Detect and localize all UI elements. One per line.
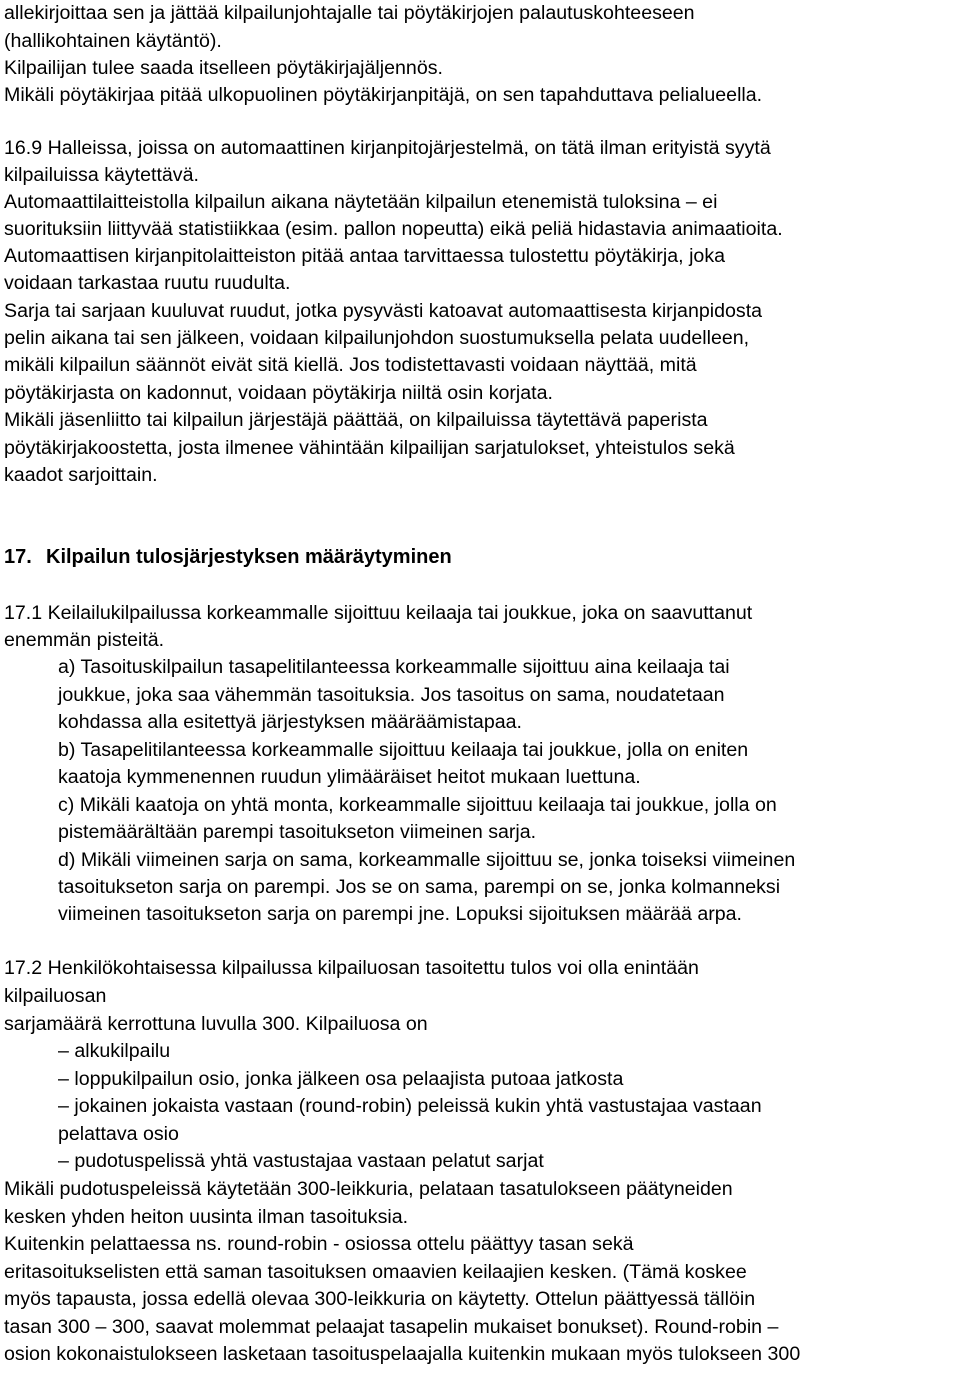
text-line: pöytäkirjasta on kadonnut, voidaan pöytäkirja niiltä osin korjata. [4,382,553,404]
indented-text-line: d) Mikäli viimeinen sarja on sama, korkeammalle sijoittuu se, jonka toiseksi viimeinen [58,849,796,871]
section-17-heading [4,544,452,570]
text-line: mikäli kilpailun säännöt eivät sitä kiellä. Jos todistettavasti voidaan näyttää, mitä [4,354,697,376]
indented-text-line: – alkukilpailu [58,1040,171,1062]
text-line: Mikäli pöytäkirjaa pitää ulkopuolinen pöytäkirjanpitäjä, on sen tapahduttava pelialueella. [4,84,763,106]
text-line: kaadot sarjoittain. [4,464,158,486]
indented-text-line: a) Tasoituskilpailun tasapelitilanteessa korkeammalle sijoittuu aina keilaaja tai [58,656,730,678]
indented-text-line: tasoitukseton sarja on parempi. Jos se on sama, parempi on se, jonka kolmanneksi [58,876,781,898]
indented-text-line: – pudotuspelissä yhtä vastustajaa vastaan pelatut sarjat [58,1150,544,1172]
section-number: 17. [4,546,32,568]
text-line: 17.2 Henkilökohtaisessa kilpailussa kilpailuosan tasoitettu tulos voi olla enintään [4,957,699,979]
text-line: Kilpailijan tulee saada itselleen pöytäkirjajäljennös. [4,57,443,79]
text-line: Mikäli jäsenliitto tai kilpailun järjestäjä päättää, on kilpailuissa täytettävä paperista [4,409,708,431]
indented-text-line: pelattava osio [58,1123,179,1145]
text-line: osion kokonaistulokseen lasketaan tasoituspelaajalla kuitenkin mukaan myös tulokseen 300 [4,1343,801,1365]
text-line: Automaattilaitteistolla kilpailun aikana näytetään kilpailun etenemistä tuloksina – ei [4,191,718,213]
text-line: eritasoitukselisten että saman tasoituksen omaavien keilaajien kesken. (Tämä koskee [4,1261,747,1283]
indented-text-line: joukkue, joka saa vähemmän tasoituksia. Jos tasoitus on sama, noudatetaan [58,684,725,706]
text-line: 17.1 Keilailukilpailussa korkeammalle sijoittuu keilaaja tai joukkue, joka on saavuttanut [4,602,753,624]
indented-text-line: c) Mikäli kaatoja on yhtä monta, korkeammalle sijoittuu keilaaja tai joukkue, jolla on [58,794,777,816]
indented-text-line: viimeinen tasoitukseton sarja on parempi jne. Lopuksi sijoituksen määrää arpa. [58,903,742,925]
text-line: Mikäli pudotuspeleissä käytetään 300-leikkuria, pelataan tasatulokseen päätyneiden [4,1178,733,1200]
text-line: allekirjoittaa sen ja jättää kilpailunjohtajalle tai pöytäkirjojen palautuskohteeseen [4,2,695,24]
text-line: suorituksiin liittyvää statistiikkaa (esim. pallon nopeutta) eikä peliä hidastavia animaatioita. [4,218,783,240]
text-line: tasan 300 – 300, saavat molemmat pelaajat tasapelin mukaiset bonukset). Round-robin – [4,1316,779,1338]
text-line: Sarja tai sarjaan kuuluvat ruudut, jotka pysyvästi katoavat automaattisesta kirjanpidosta [4,300,763,322]
text-line: voidaan tarkastaa ruutu ruudulta. [4,272,291,294]
text-line: Automaattisen kirjanpitolaitteiston pitää antaa tarvittaessa tulostettu pöytäkirja, joka [4,245,726,267]
indented-text-line: kaatoja kymmenennen ruudun ylimääräiset heitot mukaan luettuna. [58,766,641,788]
text-line: pelin aikana tai sen jälkeen, voidaan kilpailunjohdon suostumuksella pelata uudelleen, [4,327,750,349]
text-line: kesken yhden heiton uusinta ilman tasoituksia. [4,1206,409,1228]
indented-text-line: – jokainen jokaista vastaan (round-robin) peleissä kukin yhtä vastustajaa vastaan [58,1095,762,1117]
indented-text-line: – loppukilpailun osio, jonka jälkeen osa pelaajista putoaa jatkosta [58,1068,624,1090]
text-line: enemmän pisteitä. [4,629,165,651]
indented-text-line: pistemäärältään parempi tasoitukseton viimeinen sarja. [58,821,537,843]
text-line: sarjamäärä kerrottuna luvulla 300. Kilpailuosa on [4,1013,428,1035]
indented-text-line: kohdassa alla esitettyä järjestyksen määräämistapaa. [58,711,522,733]
text-line: kilpailuosan [4,985,107,1007]
text-line: pöytäkirjakoostetta, josta ilmenee vähintään kilpailijan sarjatulokset, yhteistulos sekä [4,437,735,459]
text-line: 16.9 Halleissa, joissa on automaattinen kirjanpitojärjestelmä, on tätä ilman erityistä syytä [4,137,771,159]
indented-text-line: b) Tasapelitilanteessa korkeammalle sijoittuu keilaaja tai joukkue, jolla on eniten [58,739,749,761]
text-line: Kuitenkin pelattaessa ns. round-robin - osiossa ottelu päättyy tasan sekä [4,1233,634,1255]
text-line: kilpailuissa käytettävä. [4,164,199,186]
text-line: (hallikohtainen käytäntö). [4,30,222,52]
section-title: Kilpailun tulosjärjestyksen määräytyminen [46,546,452,568]
text-line: myös tapausta, jossa edellä olevaa 300-leikkuria on käytetty. Ottelun päättyessä tällöin [4,1288,756,1310]
